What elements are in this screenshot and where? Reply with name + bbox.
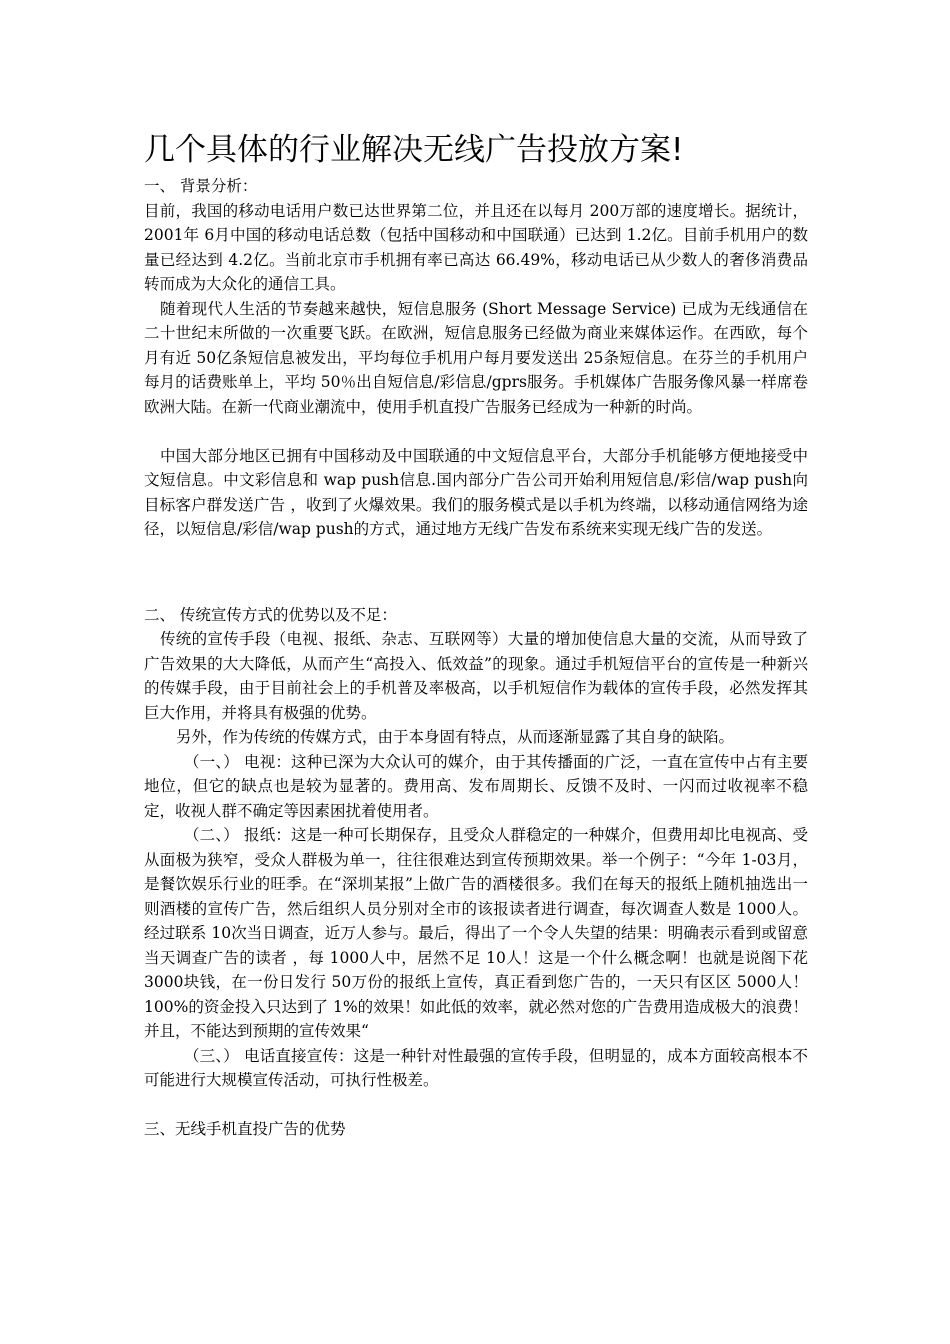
section-1-paragraph-3: 中国大部分地区已拥有中国移动及中国联通的中文短信息平台，大部分手机能够方便地接受中文短信息。中文彩信息和 wap push信息.国内部分广告公司开始利用短信息/彩信/wap push向目标客户群发送广告 ，收到了火爆效果。我们的服务模式是以手机为终端，以移动通信网络为途径，以短信息/彩信/wap push的方式，通过地方无线广告发布系统来实现无线广告的发送。: [144, 446, 808, 538]
section-2-heading: 二、 传统宣传方式的优势以及不足：: [144, 605, 397, 624]
section-2-item-tv: （一、） 电视：这种已深为大众认可的媒介，由于其传播面的广泛，一直在宣传中占有主要地位，但它的缺点也是较为显著的。费用高、发布周期长、反馈不及时、一闪而过收视率不稳定，收视人群不确定等因素困扰着使用者。: [144, 752, 808, 820]
document-body: [144, 128, 808, 1142]
section-2-item-newspaper: （二、） 报纸：这是一种可长期保存，且受众人群稳定的一种媒介，但费用却比电视高、受从面极为狭窄，受众人群极为单一，往往很难达到宣传预期效果。举一个例子：“今年 1-03月，是餐饮娱乐行业的旺季。在“深圳某报”上做广告的酒楼很多。我们在每天的报纸上随机抽选出一则酒楼的宣传广告，然后组织人员分别对全市的该报读者进行调查，每次调查人数是 1000人。经过联系 10次当日调查，近万人参与。最后，得出了一个令人失望的结果：明确表示看到或留意当天调查广告的读者 ，每 1000人中，居然不足 10人！这是一个什么概念啊！也就是说阁下花 3000块钱，在一份日发行 50万份的报纸上宣传，真正看到您广告的，一天只有区区 5000人！ 100%的资金投入只达到了 1%的效果！如此低的效率，就必然对您的广告费用造成极大的浪费！并且，不能达到预期的宣传效果“: [144, 826, 808, 1040]
section-2-item-telephone: （三、） 电话直接宣传：这是一种针对性最强的宣传手段，但明显的，成本方面较高根本不可能进行大规模宣传活动，可执行性极差。: [144, 1046, 808, 1089]
blank-line: [144, 591, 808, 603]
blank-line: [144, 419, 808, 444]
section-1-paragraph-2: 随着现代人生活的节奏越来越快，短信息服务 (Short Message Service) 已成为无线通信在二十世纪末所做的一次重要飞跃。在欧洲，短信息服务已经做为商业来媒体运作。在西欧，每个月有近 50亿条短信息被发出，平均每位手机用户每月要发送出 25条短信息。在芬兰的手机用户每月的话费账单上，平均 50％出自短信息/彩信息/gprs服务。手机媒体广告服务像风暴一样席卷欧洲大陆。在新一代商业潮流中，使用手机直投广告服务已经成为一种新的时尚。: [144, 299, 808, 416]
section-2-paragraph-1: 传统的宣传手段（电视、报纸、杂志、互联网等）大量的增加使信息大量的交流，从而导致了广告效果的大大降低，从而产生“高投入、低效益”的现象。通过手机短信平台的宣传是一种新兴的传媒手段，由于目前社会上的手机普及率极高，以手机短信作为载体的宣传手段，必然发挥其巨大作用，并将具有极强的优势。: [144, 630, 808, 722]
blank-line: [144, 542, 808, 591]
section-3-heading: 三、无线手机直投广告的优势: [144, 1120, 346, 1138]
section-1-heading: 一、 背景分析：: [144, 177, 258, 195]
section-2-paragraph-2: 另外，作为传统的传媒方式，由于本身固有特点，从而逐渐显露了其自身的缺陷。: [176, 728, 735, 746]
document-title: 几个具体的行业解决无线广告投放方案!: [144, 132, 684, 168]
blank-line: [144, 1093, 808, 1118]
section-1-paragraph-1: 目前，我国的移动电话用户数已达世界第二位，并且还在以每月 200万部的速度增长。据统计， 2001年 6月中国的移动电话总数（包括中国移动和中国联通）已达到 1.2亿。目前手机用户的数量已经达到 4.2亿。当前北京市手机拥有率已高达 66.49%，移动电话已从少数人的奢侈消费品转而成为大众化的通信工具。: [144, 201, 808, 293]
